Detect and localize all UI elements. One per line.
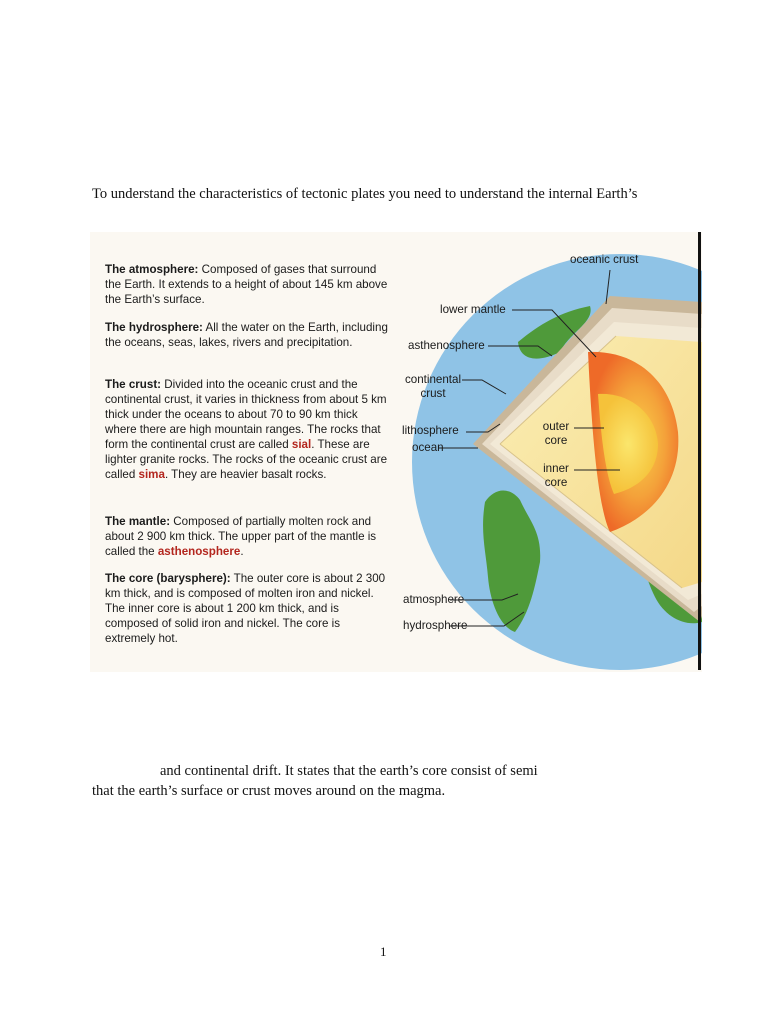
label-outer-core-line1: outer	[542, 420, 570, 433]
label-inner-core	[536, 462, 576, 490]
label-oceanic-crust: oceanic crust	[570, 253, 639, 266]
label-inner-core-line1: inner	[543, 462, 569, 475]
label-ocean: ocean	[412, 441, 444, 454]
label-lower-mantle: lower mantle	[440, 303, 506, 316]
crust-text-c: . They are heavier basalt rocks.	[164, 468, 327, 481]
label-inner-core-line2: core	[544, 476, 568, 489]
label-continental-crust-line2: crust	[420, 387, 446, 400]
paragraph-line-1: and continental drift. It states that the earth’s core consist of semi	[160, 763, 538, 779]
mantle-term: The mantle:	[105, 515, 171, 528]
sial-highlight: sial	[291, 438, 312, 451]
mantle-text-b: .	[240, 545, 244, 558]
label-asthenosphere: asthenosphere	[408, 339, 485, 352]
crust-text-a: Divided into the oceanic crust and the continental crust, it varies in thickness from about 5 km thick under the oceans to about 70 to 90 km thick where there are high mountain ranges. The rocks that form the continental crust are called	[105, 378, 387, 451]
atmosphere-term: The atmosphere:	[105, 263, 199, 276]
core-term: The core (barysphere):	[105, 572, 231, 585]
label-continental-crust	[402, 373, 464, 401]
paragraph-line-2: that the earth’s surface or crust moves around on the magma.	[92, 783, 446, 799]
label-atmosphere: atmosphere	[403, 593, 465, 606]
label-lithosphere: lithosphere	[402, 424, 459, 437]
label-outer-core	[536, 420, 576, 448]
earth-cutaway-illustration	[90, 232, 702, 672]
figure-right-border	[698, 232, 701, 670]
asthenosphere-highlight: asthenosphere	[157, 545, 241, 558]
label-outer-core-line2: core	[544, 434, 568, 447]
crust-text-b: . These are lighter granite rocks. The rocks of the oceanic crust are called	[105, 438, 388, 481]
page-number: 1	[380, 944, 387, 959]
core-text: The outer core is about 2 300 km thick, and is composed of molten iron and nickel. The inner core is about 1 200 km thick, and is composed of solid iron and nickel. The core is extremely hot.	[105, 572, 386, 645]
earth-structure-figure	[90, 232, 702, 672]
intro-text: To understand the characteristics of tectonic plates you need to understand the internal Earth’s	[92, 186, 638, 202]
mantle-text-a: Composed of partially molten rock and about 2 900 km thick. The upper part of the mantle is called the	[105, 515, 377, 558]
atmosphere-text: Composed of gases that surround the Earth. It extends to a height of about 145 km above the Earth’s surface.	[105, 263, 388, 306]
hydrosphere-term: The hydrosphere:	[105, 321, 203, 334]
label-continental-crust-line1: continental	[404, 373, 462, 386]
sima-highlight: sima	[138, 468, 165, 481]
crust-term: The crust:	[105, 378, 162, 391]
label-hydrosphere: hydrosphere	[403, 619, 468, 632]
hydrosphere-text: All the water on the Earth, including the oceans, seas, lakes, rivers and precipitation.	[105, 321, 388, 349]
